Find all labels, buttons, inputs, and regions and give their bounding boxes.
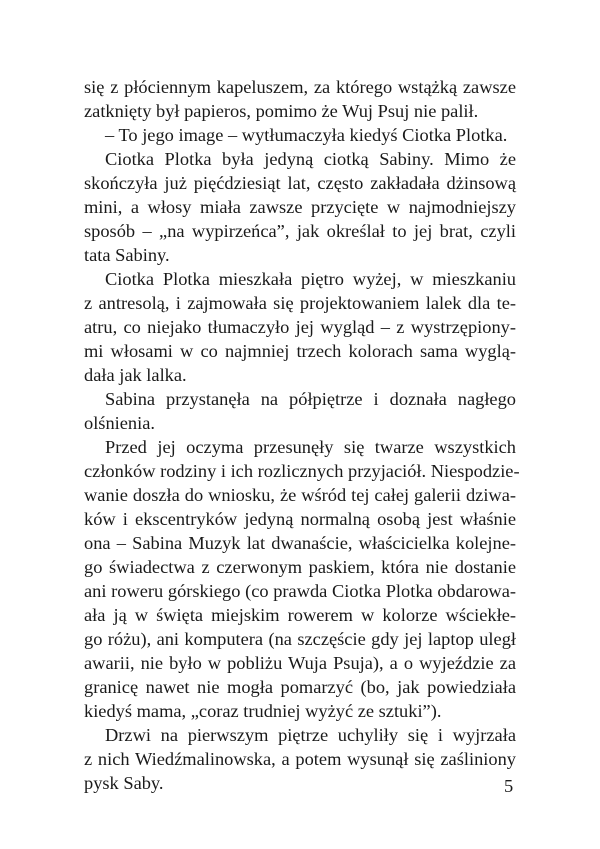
page-number: 5 — [504, 776, 514, 796]
text-line: z nich Wiedźmalinowska, a potem wysunął się zaśliniony — [84, 749, 516, 769]
text-line: ona – Sabina Muzyk lat dwanaście, właścicielka kolejne- — [84, 533, 516, 553]
text-line: go świadectwa z czerwonym paskiem, która nie dostanie — [84, 557, 516, 577]
text-line: kiedyś mama, „coraz trudniej wyżyć ze sztuki”). — [84, 701, 442, 721]
text-line: zatknięty był papieros, pomimo że Wuj Psuj nie palił. — [84, 101, 479, 121]
text-line: Ciotka Plotka była jedyną ciotką Sabiny. Mimo że — [105, 149, 516, 169]
text-line: członków rodziny i ich rozlicznych przyjaciół. Niespodzie- — [84, 461, 520, 481]
text-line: go różu), ani komputera (na szczęście gdy jej laptop uległ — [84, 629, 516, 649]
text-line: Przed jej oczyma przesunęły się twarze wszystkich — [105, 437, 516, 457]
text-line: sposób – „na wypirzeńca”, jak określał to jej brat, czyli — [84, 221, 516, 241]
text-line: wanie doszła do wniosku, że wśród tej całej galerii dziwa- — [84, 485, 516, 505]
text-line: awarii, nie było w pobliżu Wuja Psuja), a o wyjeździe za — [84, 653, 516, 673]
text-line: granicę nawet nie mogła pomarzyć (bo, jak powiedziała — [84, 677, 516, 697]
text-line: Drzwi na pierwszym piętrze uchyliły się i wyjrzała — [105, 725, 516, 745]
text-line: pysk Saby. — [84, 773, 164, 793]
text-line: dała jak lalka. — [84, 365, 187, 385]
text-line: Sabina przystanęła na półpiętrze i doznała nagłego — [105, 389, 516, 409]
text-line: skończyła już pięćdziesiąt lat, często zakładała dżinsową — [84, 173, 516, 193]
text-line: ała ją w święta miejskim rowerem w kolorze wściekłe- — [84, 605, 516, 625]
text-line: z antresolą, i zajmowała się projektowaniem lalek dla te- — [84, 293, 516, 313]
text-line: – To jego image – wytłumaczyła kiedyś Ciotka Plotka. — [105, 125, 508, 145]
text-line: atru, co niejako tłumaczyło jej wygląd – z wystrzępiony- — [84, 317, 516, 337]
text-line: się z płóciennym kapeluszem, za którego wstążką zawsze — [84, 77, 516, 97]
text-line: mi włosami w co najmniej trzech kolorach sama wyglą- — [84, 341, 516, 361]
text-line: tata Sabiny. — [84, 245, 170, 265]
text-line: mini, a włosy miała zawsze przycięte w najmodniejszy — [84, 197, 516, 217]
text-line: Ciotka Plotka mieszkała piętro wyżej, w mieszkaniu — [105, 269, 516, 289]
text-line: ków i ekscentryków jedyną normalną osobą jest właśnie — [84, 509, 516, 529]
text-line: olśnienia. — [84, 413, 155, 433]
text-line: ani roweru górskiego (co prawda Ciotka Plotka obdarowa- — [84, 581, 516, 601]
